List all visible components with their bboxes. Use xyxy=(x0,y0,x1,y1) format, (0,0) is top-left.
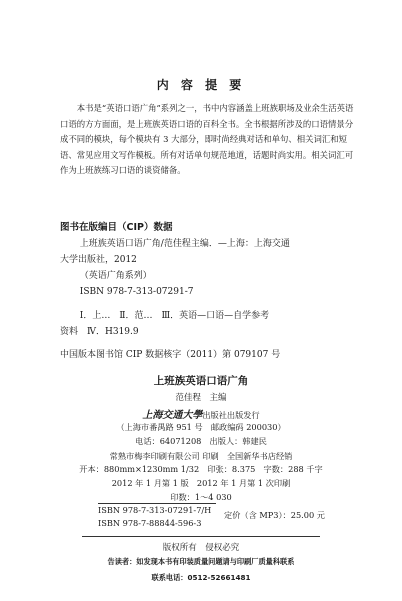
cip-line-publisher: 大学出版社，2012 xyxy=(60,255,137,265)
book-title: 上班族英语口语广角 xyxy=(153,375,249,387)
format-line: 开本：880mm×1230mm 1/32 印张：8.375 字数：288 千字 xyxy=(79,464,323,474)
isbn-book: ISBN 978-7-313-07291-7/H xyxy=(98,505,212,515)
cip-line-title: 上班族英语口语广角/范佳程主编．—上海：上海交通 xyxy=(79,239,290,249)
cip-heading: 图书在版编目（CIP）数据 xyxy=(60,222,173,233)
publisher-address: （上海市番禺路 951 号 邮政编码 200030） xyxy=(116,422,286,432)
publisher-logo-text: 上海交通大學 xyxy=(142,410,203,421)
cip-line-isbn: ISBN 978-7-313-07291-7 xyxy=(79,287,194,297)
price-line: 定价（含 MP3）：25.00 元 xyxy=(224,510,325,520)
cip-line-series: （英语广角系列） xyxy=(79,271,152,281)
divider xyxy=(82,536,320,537)
reader-notice: 告读者：如发现本书有印装质量问题请与印刷厂质量科联系 xyxy=(107,557,295,566)
publisher-suffix: 出版社出版发行 xyxy=(202,410,260,420)
summary-paragraph: 本书是“英语口语广角”系列之一，书中内容涵盖上班族职场及业余生活英语口语的方方面面，是上班族英语口语的百科全书。全书根据所涉及的口语情景分成不同的模块，每个模块有 3 大部分，即时尚经典对话和单句、相关词汇和短语、常见应用文写作模板。所有对话单句规范地道，话题时尚实用。相关词汇可作为上班族练习口语的谈资储备。 xyxy=(60,103,354,176)
print-run-line: 印数：1～4 030 xyxy=(170,492,232,502)
publisher-line xyxy=(0,406,402,421)
summary-section xyxy=(60,101,358,179)
publisher-phone: 电话：64071208 出版人：韩建民 xyxy=(135,436,267,446)
cip-line-classification-cont: 资料 Ⅳ．H319.9 xyxy=(60,327,139,337)
contact-phone: 联系电话：0512-52661481 xyxy=(151,573,251,582)
rights-line: 版权所有 侵权必究 xyxy=(162,543,240,553)
isbn-mp3: ISBN 978-7-88844-596-3 xyxy=(98,518,202,528)
cip-number: 中国版本图书馆 CIP 数据核字（2011）第 079107 号 xyxy=(60,350,281,360)
printer-line: 常熟市梅李印刷有限公司 印刷 全国新华书店经销 xyxy=(109,451,293,461)
summary-heading: 内 容 提 要 xyxy=(156,78,246,92)
isbn-block xyxy=(98,503,216,532)
cip-block xyxy=(60,236,360,340)
edition-line: 2012 年 1 月第 1 版 2012 年 1 月第 1 次印刷 xyxy=(111,478,291,488)
editor-line: 范佳程 主编 xyxy=(175,393,227,403)
cip-line-classification: Ⅰ．上… Ⅱ．范… Ⅲ．英语—口语—自学参考 xyxy=(79,311,270,321)
